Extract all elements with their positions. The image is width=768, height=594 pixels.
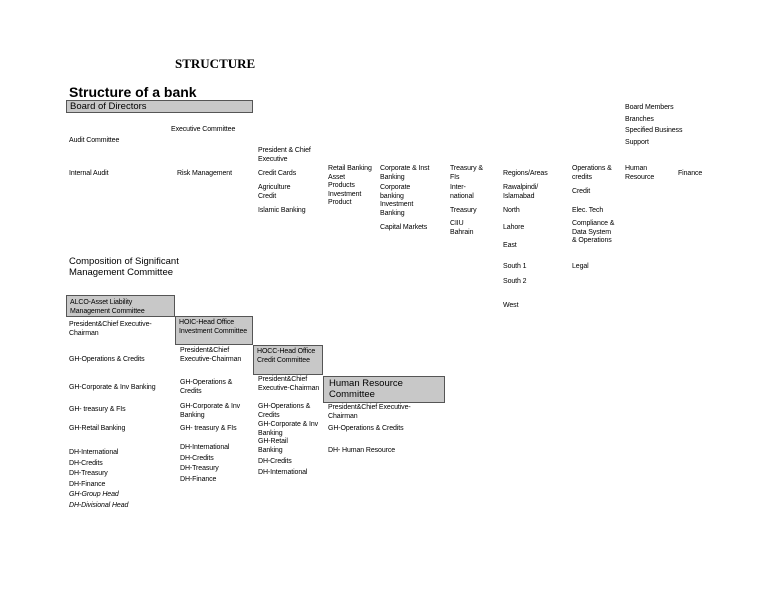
hocc-dh-list [258,457,307,478]
hocc-member: DH-Credits [258,458,292,465]
corporate-unit: Corporate banking Investment Banking [380,184,414,217]
hoic-box: HOIC-Head Office Investment Committee [175,316,253,345]
executive-committee: Executive Committee [171,126,236,133]
internal-audit: Internal Audit [69,170,109,177]
page-title: STRUCTURE [175,56,256,71]
finance-unit: Finance [678,170,703,177]
human-resource-unit: Human Resource [625,165,655,181]
region-item: North [503,207,520,214]
hr-member: DH- Human Resource [328,447,396,454]
hoic-member: GH-Operations & Credits [180,379,233,395]
right-top-item: Support [625,138,649,146]
board-of-directors-box: Board of Directors [66,100,253,113]
audit-committee: Audit Committee [69,137,120,144]
hr-committee-box: Human Resource Committee [323,376,445,403]
treasury-unit: Treasury & FIs [450,165,483,181]
composition-heading: Composition of Significant Management Committee [69,256,179,278]
alco-member: DH-International [69,449,119,456]
treasury-unit: Inter-national [450,184,474,200]
operations-unit: Credit [572,188,591,195]
hoic-member: President&Chief Executive-Chairman [180,347,242,363]
president-unit-credit-cards: Credit Cards [258,170,297,177]
hoic-member: GH-Corporate & Inv Banking [180,403,241,419]
right-top-item: Specified Business [625,127,683,134]
alco-member: DH-Finance [69,480,106,488]
hocc-member: GH-Corporate & Inv Banking [258,421,319,437]
operations-unit: Operations & credits [572,165,612,181]
hoic-member: DH-Treasury [180,465,219,472]
hr-member: President&Chief Executive-Chairman [328,404,411,420]
region-item: South 2 [503,278,527,285]
hr-member: GH-Operations & Credits [328,425,404,432]
alco-member: DH-Treasury [69,470,108,477]
right-top-item: Board Members [625,104,674,111]
president-chief-executive: President & Chief Executive [258,147,311,163]
hocc-member: GH-Operations & Credits [258,403,311,419]
legend-note: DH-Divisional Head [69,501,129,509]
alco-dh-list [69,448,128,511]
retail-banking-group: Retail Banking Asset Products Investment Product [328,165,372,206]
hocc-member: GH-Retail Banking [258,438,288,454]
operations-unit: Legal [572,263,589,270]
hoic-dh-list [180,443,229,485]
alco-member: GH-Corporate & Inv Banking [69,384,156,391]
hoic-member: DH-Credits [180,454,214,462]
corporate-unit: Corporate & Inst Banking [380,165,430,181]
right-top-list [625,102,682,148]
treasury-unit: CIIU Bahrain [450,220,474,236]
corporate-unit: Capital Markets [380,224,428,231]
alco-member: GH-Retail Banking [69,425,126,432]
hocc-box: HOCC-Head Office Credit Committee [253,345,323,375]
section-heading: Structure of a bank [69,84,197,100]
alco-member: President&Chief Executive-Chairman [69,321,152,337]
region-item: East [503,242,517,249]
region-item: Lahore [503,224,525,231]
hoic-member: GH- treasury & FIs [180,425,237,432]
region-item: South 1 [503,263,527,270]
operations-unit: Elec. Tech [572,207,604,214]
alco-member: GH- treasury & FIs [69,406,126,413]
hocc-member: President&Chief Executive-Chairman [258,376,320,392]
risk-management: Risk Management [177,170,232,177]
alco-member: GH-Operations & Credits [69,356,145,363]
alco-member: DH-Credits [69,459,103,467]
region-item: Rawalpindi/ Islamabad [503,184,539,200]
treasury-unit: Treasury [450,207,477,214]
operations-unit: Compliance & Data System & Operations [572,220,615,244]
region-item: West [503,302,519,309]
hoic-member: DH-International [180,444,230,451]
region-item: Regions/Areas [503,170,548,177]
president-unit-agriculture: Agriculture Credit [258,184,291,200]
president-unit-islamic: Islamic Banking [258,207,306,214]
hoic-member: DH-Finance [180,475,217,483]
hocc-member: DH-International [258,468,308,476]
legend-note: GH-Group Head [69,491,119,498]
right-top-item: Branches [625,115,654,123]
alco-box: ALCO-Asset Liability Management Committee [66,295,175,317]
